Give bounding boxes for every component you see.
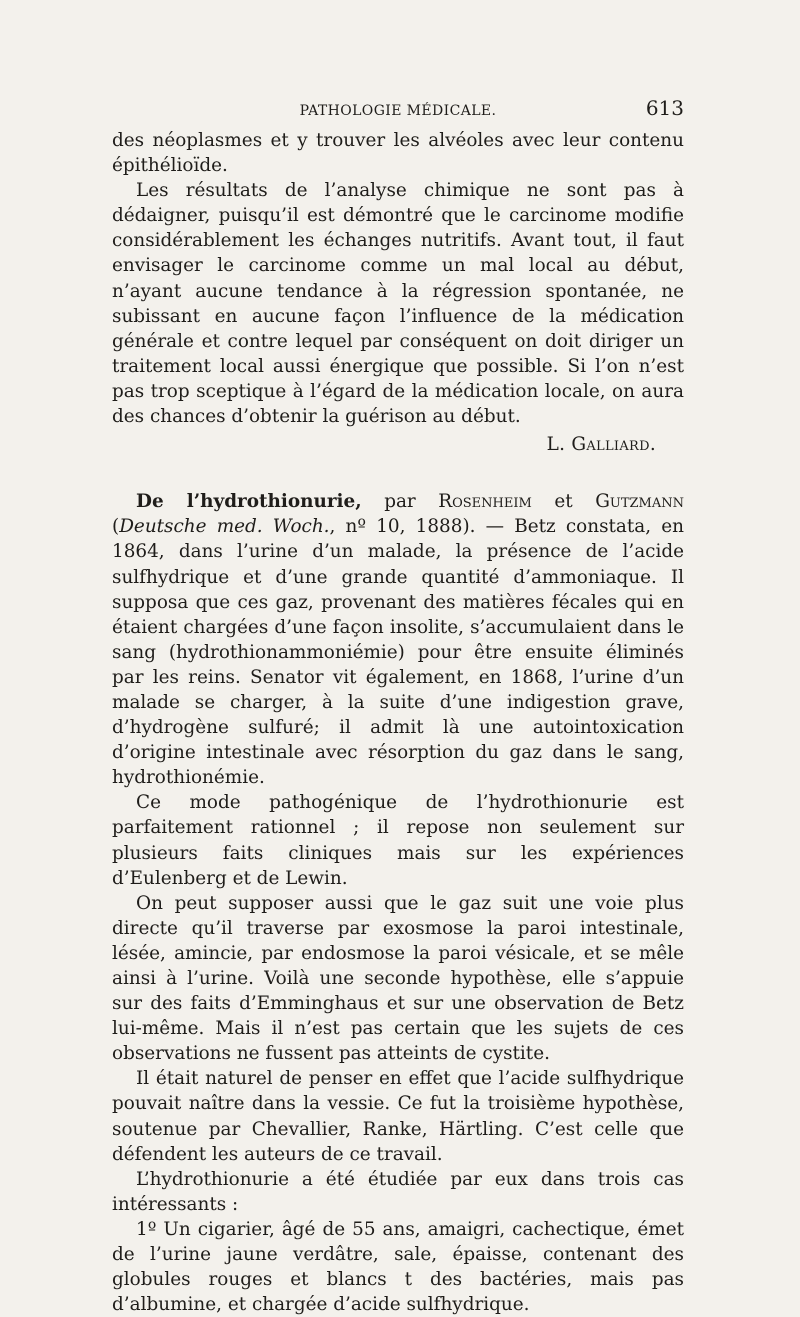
paragraph-chemical-analysis: Les résultats de l’analyse chimique ne sont pas à dédaigner, puisqu’il est démontré que le carcinome modifie considérablement les échanges nutritifs. Avant tout, il faut envisager le carcinome comme un mal local au début, n’ayant aucune tendance à la régression spontanée, ne subissant en aucune façon l’influence de la médication générale et contre lequel par conséquent on doit diriger un traitement local aussi énergique que possible. Si l’on n’est pas trop sceptique à l’égard de la médication locale, on aura des chances d’obtenir la guérison au début. [112,180,684,428]
article-title: De l’hydrothionurie, [136,491,362,513]
paragraph-direct-route: On peut supposer aussi que le gaz suit une voie plus directe qu’il traverse par exosmose la paroi intestinale, lésée, amincie, par endosmose la paroi vésicale, et se mêle ainsi à l’urine. Voilà une seconde hypothèse, elle s’appuie sur des faits d’Emminghaus et sur une observation de Betz lui-même. Mais il n’est pas certain que les sujets de ces observations ne fussent pas atteints de cystite. [112,892,684,1065]
paragraph-bladder-hypothesis: Il était naturel de penser en effet que l’acide sulfhydrique pouvait naître dans la vessie. Ce fut la troisième hypothèse, soutenue par Chevallier, Ranke, Härtling. C’est celle que défendent les auteurs de ce travail. [112,1068,684,1165]
article-intro-paragraph: De l’hydrothionurie, par Rosenheim et Gutzmann (Deutsche med. Woch., nº 10, 1888). — Betz constata, en 1864, dans l’urine d’un malade, la présence de l’acide sulfhydrique et d’une grande quantité d’ammoniaque. Il supposa que ces gaz, provenant des matières fécales qui en étaient chargées d’une façon insolite, s’accumulaient dans le sang (hydrothionammoniémie) pour être ensuite éliminés par les reins. Senator vit également, en 1868, l’urine d’un malade se charger, à la suite d’une indigestion grave, d’hydrogène sulfuré; il admit là une autointoxication d’origine intestinale avec résorption du gaz dans le sang, hydrothionémie. [112,491,684,789]
paragraph-pathogenic-mode: Ce mode pathogénique de l’hydrothionurie est parfaitement rationnel ; il repose non seulement sur plusieurs faits cliniques mais sur les expériences d’Eulenberg et de Lewin. [112,792,684,889]
book-page [112,96,684,1317]
page-number: 613 [645,96,684,120]
paragraph-continuation: des néoplasmes et y trouver les alvéoles avec leur contenu épithélioïde. [112,130,684,177]
paragraph-case-one: 1º Un cigarier, âgé de 55 ans, amaigri, cachectique, émet de l’urine jaune verdâtre, sale, épaisse, contenant des globules rouges et blancs t des bactéries, mais pas d’albumine, et chargée d’acide sulfhydrique. [112,1218,684,1316]
running-head: PATHOLOGIE MÉDICALE. [299,103,497,119]
paragraph-three-cases: L’hydrothionurie a été étudiée par eux dans trois cas intéressants : [112,1168,684,1215]
author-rosenheim: Rosenheim [438,491,532,513]
page-header [112,96,684,124]
author-signature: L. Galliard. [546,434,656,456]
journal-name: Deutsche med. Woch. [119,516,330,538]
author-gutzmann: Gutzmann [595,491,684,513]
